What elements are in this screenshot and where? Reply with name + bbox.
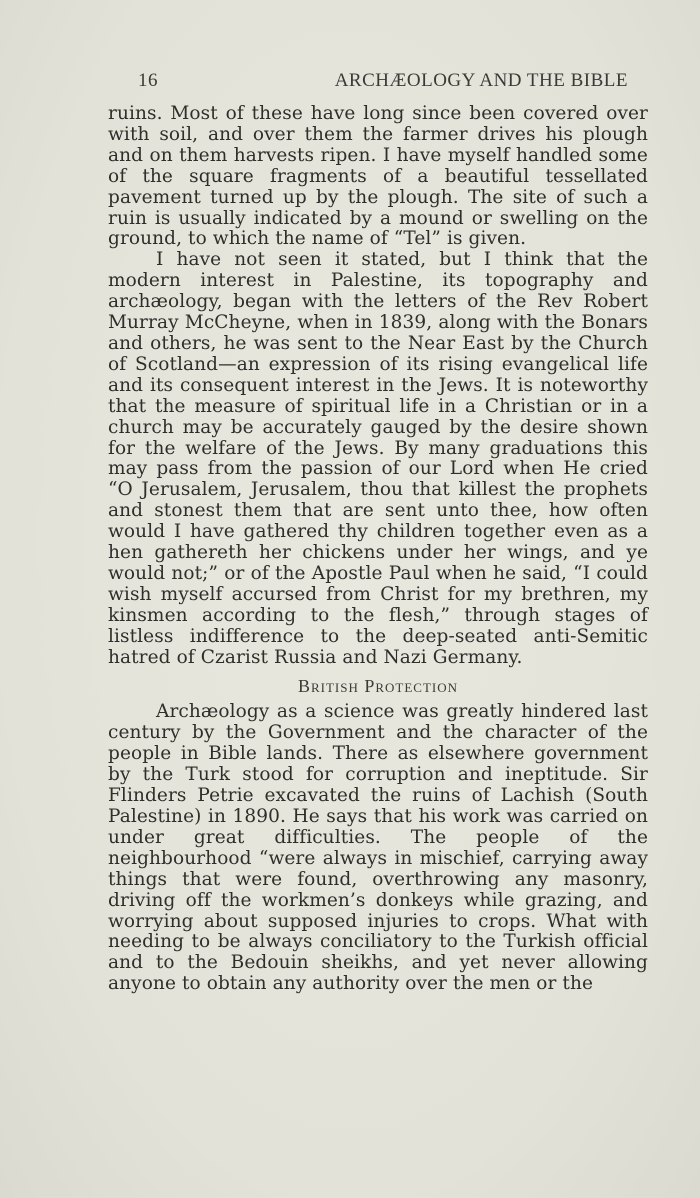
- body-text: [108, 104, 648, 995]
- section-heading: British Protection: [297, 676, 459, 697]
- paragraph-archaeology: Archæology as a science was greatly hindered last century by the Government and the character of the people in Bible lands. There as elsewhere government by the Turk stood for corruption and ineptitude. Sir Flinders Petrie excavated the ruins of Lachish (South Palestine) in 1890. He says that his work was carried on under great difficulties. The people of the neighbourhood “were always in mischief, carrying away things that were found, overthrowing any masonry, driving off the workmen’s donkeys while grazing, and worrying about supposed injuries to crops. What with needing to be always conciliatory to the Turkish official and to the Bedouin sheikhs, and yet never allowing anyone to obtain any authority over the men or the: [108, 701, 648, 995]
- page-number: 16: [138, 70, 158, 91]
- running-title: ARCHÆOLOGY AND THE BIBLE: [334, 70, 628, 91]
- paragraph-continued: ruins. Most of these have long since been covered over with soil, and over them the farmer drives his plough and on them harvests ripen. I have myself handled some of the square fragments of a beautiful tessellated pavement turned up by the plough. The site of such a ruin is usually indicated by a mound or swelling on the ground, to which the name of “Tel” is given.: [108, 103, 648, 250]
- running-head: [108, 70, 648, 104]
- paragraph-mccheyne: I have not seen it stated, but I think that the modern interest in Palestine, its topography and archæology, began with the letters of the Rev Robert Murray McCheyne, when in 1839, along with the Bonars and others, he was sent to the Near East by the Church of Scotland—an expression of its rising evangelical life and its consequent interest in the Jews. It is noteworthy that the measure of spiritual life in a Christian or in a church may be accurately gauged by the desire shown for the welfare of the Jews. By many graduations this may pass from the passion of our Lord when He cried “O Jerusalem, Jerusalem, thou that killest the prophets and stonest them that are sent unto thee, how often would I have gathered thy children together even as a hen gathereth her chickens under her wings, and ye would not;” or of the Apostle Paul when he said, “I could wish myself accursed from Christ for my brethren, my kinsmen according to the flesh,” through stages of listless indifference to the deep-seated anti-Semitic hatred of Czarist Russia and Nazi Germany.: [108, 249, 648, 668]
